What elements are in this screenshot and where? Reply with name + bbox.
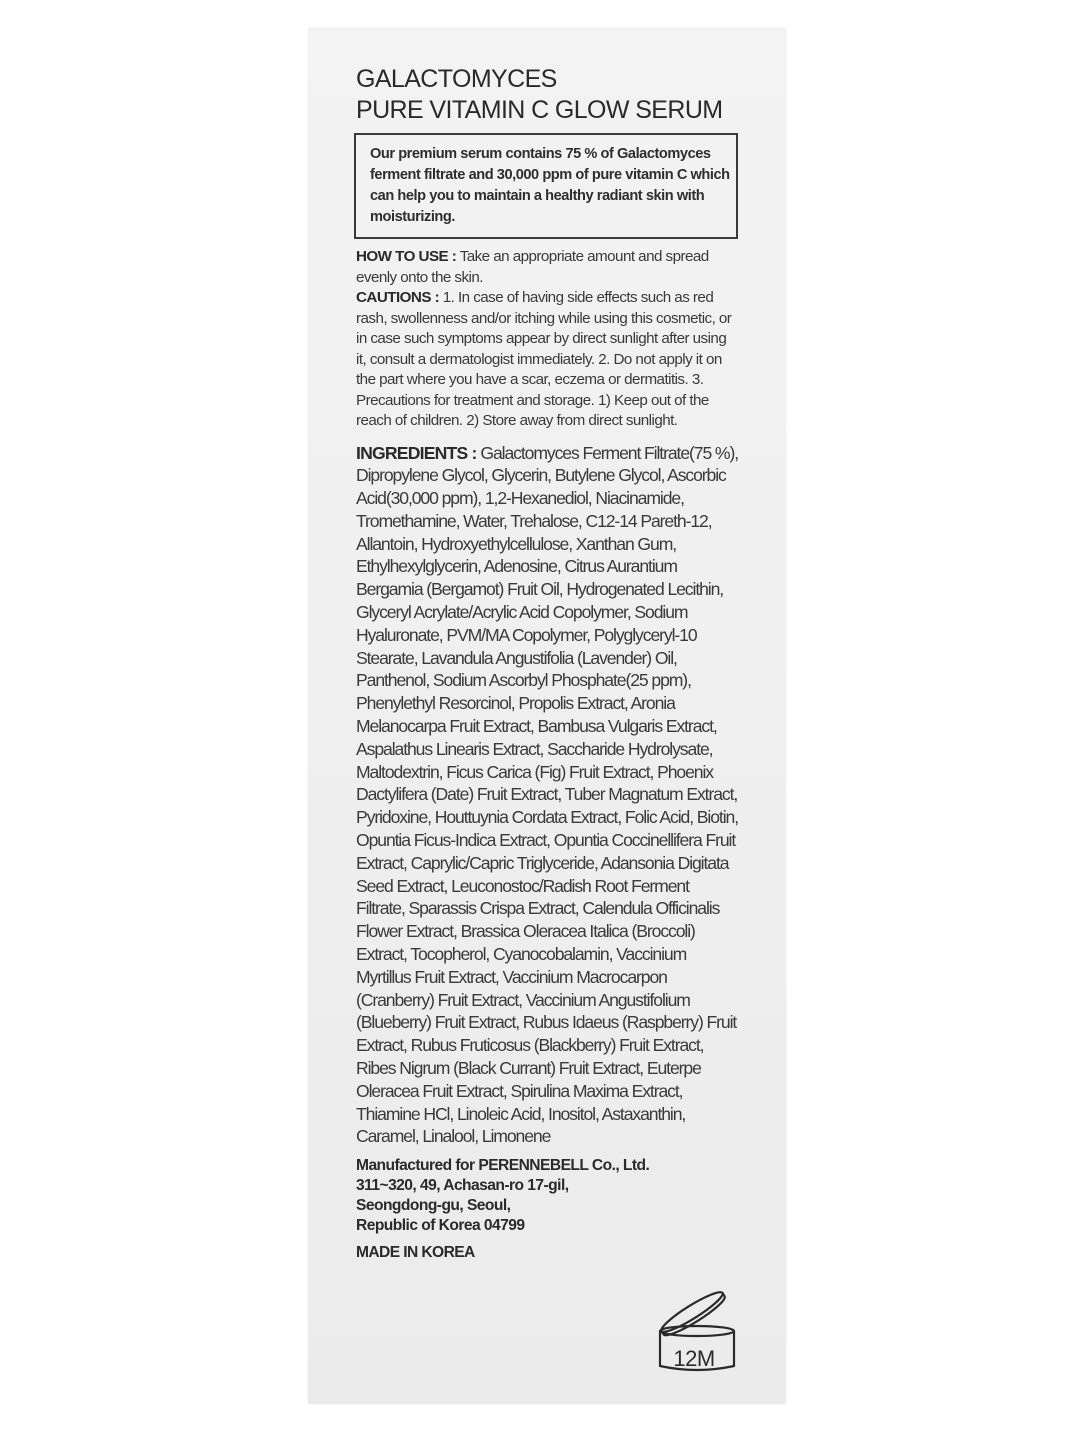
ingredients-text: Galactomyces Ferment Filtrate(75 %), Dipropylene Glycol, Glycerin, Butylene Glycol, Ascorbic Acid(30,000 ppm), 1,2-Hexanediol, Niacinamide, Tromethamine, Water, Trehalose, C12-14 Pareth-12, Allantoin, Hydroxyethylcellulose, Xanthan Gum, Ethylhexylglycerin, Adenosine, Citrus Aurantium Bergamia (Bergamot) Fruit Oil, Hydrogenated Lecithin, Glyceryl Acrylate/Acrylic Acid Copolymer, Sodium Hyaluronate, PVM/MA Copolymer, Polyglyceryl-10 Stearate, Lavandula Angustifolia (Lavender) Oil, Panthenol, Sodium Ascorbyl Phosphate(25 ppm), Phenylethyl Resorcinol, Propolis Extract, Aronia Melanocarpa Fruit Extract, Bambusa Vulgaris Extract, Aspalathus Linearis Extract, Saccharide Hydrolysate, Maltodextrin, Ficus Carica (Fig) Fruit Extract, Phoenix Dactylifera (Date) Fruit Extract, Tuber Magnatum Extract, Pyridoxine, Houttuynia Cordata Extract, Folic Acid, Biotin, Opuntia Ficus-Indica Extract, Opuntia Coccinellifera Fruit Extract, Caprylic/Capric Triglyceride, Adansonia Digitata Seed Extract, Leuconostoc/Radish Root Ferment Filtrate, Sparassis Crispa Extract, Calendula Officinalis Flower Extract, Brassica Oleracea Italica (Broccoli) Extract, Tocopherol, Cyanocobalamin, Vaccinium Myrtillus Fruit Extract, Vaccinium Macrocarpon (Cranberry) Fruit Extract, Vaccinium Angustifolium (Blueberry) Fruit Extract, Rubus Idaeus (Raspberry) Fruit Extract, Rubus Fruticosus (Blackberry) Fruit Extract, Ribes Nigrum (Black Currant) Fruit Extract, Euterpe Oleracea Fruit Extract, Spirulina Maxima Extract, Thiamine HCl, Linoleic Acid, Inositol, Astaxanthin, Caramel, Linalool, Limonene: [356, 442, 739, 1147]
ingredients-label: INGREDIENTS :: [356, 442, 477, 463]
country-of-origin: MADE IN KOREA: [356, 1244, 475, 1262]
cautions-label: CAUTIONS :: [356, 289, 440, 306]
manufacturer-info: [356, 1156, 736, 1236]
address-line: 311~320, 49, Achasan-ro 17-gil,: [356, 1177, 569, 1195]
product-title-line1: GALACTOMYCES: [356, 65, 557, 93]
product-title-line2: PURE VITAMIN C GLOW SERUM: [356, 96, 723, 124]
intro-description-box: [354, 133, 738, 239]
address-line: Seongdong-gu, Seoul,: [356, 1197, 511, 1215]
label-content: [356, 64, 739, 1262]
manufacturer-line: Manufactured for PERENNEBELL Co., Ltd.: [356, 1157, 650, 1175]
ingredients-section: [356, 442, 738, 1149]
how-to-use-label: HOW TO USE :: [356, 248, 457, 265]
intro-text: Our premium serum contains 75 % of Galactomyces ferment filtrate and 30,000 ppm of pure vitamin C which can help you to maintain a healthy radiant skin with moisturizing.: [370, 146, 730, 225]
address-line: Republic of Korea 04799: [356, 1217, 525, 1235]
product-title: [356, 64, 736, 126]
how-to-use-text: Take an appropriate amount and spread evenly onto the skin.: [356, 248, 709, 286]
pao-period-label: 12M: [673, 1346, 715, 1371]
usage-section: [356, 247, 736, 432]
cautions-text: 1. In case of having side effects such as red rash, swollenness and/or itching while using this cosmetic, or in case such symptoms appear by direct sunlight after using it, consult a dermatologist immediately. 2. Do not apply it on the part where you have a scar, eczema or dermatitis. 3. Precautions for treatment and storage. 1) Keep out of the reach of children. 2) Store away from direct sunlight.: [356, 289, 732, 429]
